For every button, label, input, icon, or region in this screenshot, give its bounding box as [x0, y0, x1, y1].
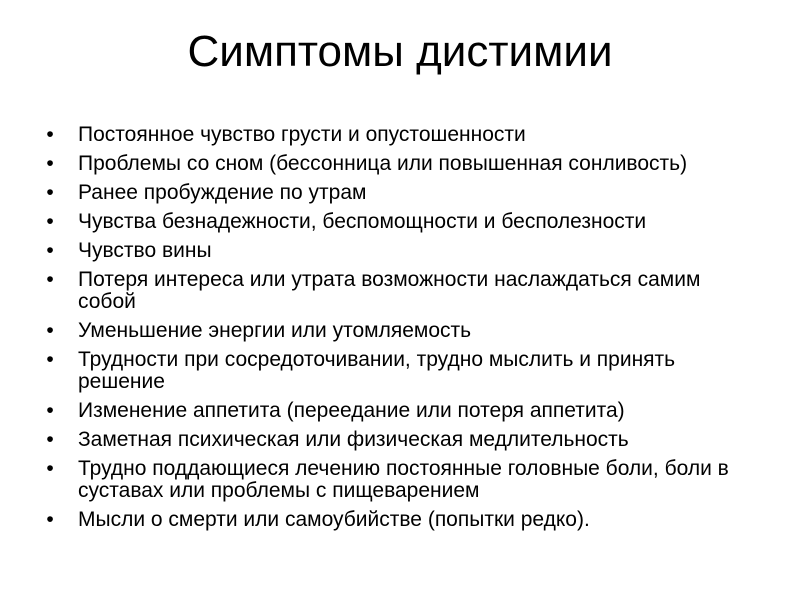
list-item: [40, 269, 760, 313]
bullet-icon: •: [46, 399, 54, 422]
list-item: [40, 509, 760, 531]
list-item: [40, 182, 760, 204]
bullet-icon: •: [46, 268, 54, 291]
list-item: [40, 400, 760, 422]
list-item: [40, 240, 760, 262]
bullet-icon: •: [46, 239, 54, 262]
list-item-text: Чувства безнадежности, беспомощности и бесполезности: [78, 210, 647, 233]
bullet-icon: •: [46, 123, 54, 146]
list-item-text: Трудно поддающиеся лечению постоянные головные боли, боли в суставах или проблемы с пищеварением: [78, 457, 729, 502]
list-item: [40, 320, 760, 342]
list-item-text: Чувство вины: [78, 239, 212, 262]
list-item-text: Проблемы со сном (бессонница или повышенная сонливость): [78, 152, 688, 175]
bullet-icon: •: [46, 428, 54, 451]
bullet-list: [40, 124, 760, 538]
list-item: [40, 349, 760, 393]
list-item-text: Трудности при сосредоточивании, трудно мыслить и принять решение: [78, 348, 676, 393]
list-item: [40, 153, 760, 175]
bullet-icon: •: [46, 319, 54, 342]
list-item: [40, 211, 760, 233]
list-item: [40, 458, 760, 502]
list-item-text: Ранее пробуждение по утрам: [78, 181, 367, 204]
list-item-text: Постоянное чувство грусти и опустошенности: [78, 123, 526, 146]
list-item-text: Мысли о смерти или самоубийстве (попытки редко).: [78, 508, 590, 531]
bullet-icon: •: [46, 181, 54, 204]
list-item-text: Заметная психическая или физическая медлительность: [78, 428, 629, 451]
slide-title: Симптомы дистимии: [187, 27, 613, 76]
list-item-text: Потеря интереса или утрата возможности наслаждаться самим собой: [78, 268, 701, 313]
list-item-text: Уменьшение энергии или утомляемость: [78, 319, 472, 342]
bullet-icon: •: [46, 152, 54, 175]
list-item-text: Изменение аппетита (переедание или потеря аппетита): [78, 399, 625, 422]
list-item: [40, 124, 760, 146]
bullet-icon: •: [46, 508, 54, 531]
bullet-icon: •: [46, 457, 54, 480]
bullet-icon: •: [46, 210, 54, 233]
bullet-icon: •: [46, 348, 54, 371]
list-item: [40, 429, 760, 451]
